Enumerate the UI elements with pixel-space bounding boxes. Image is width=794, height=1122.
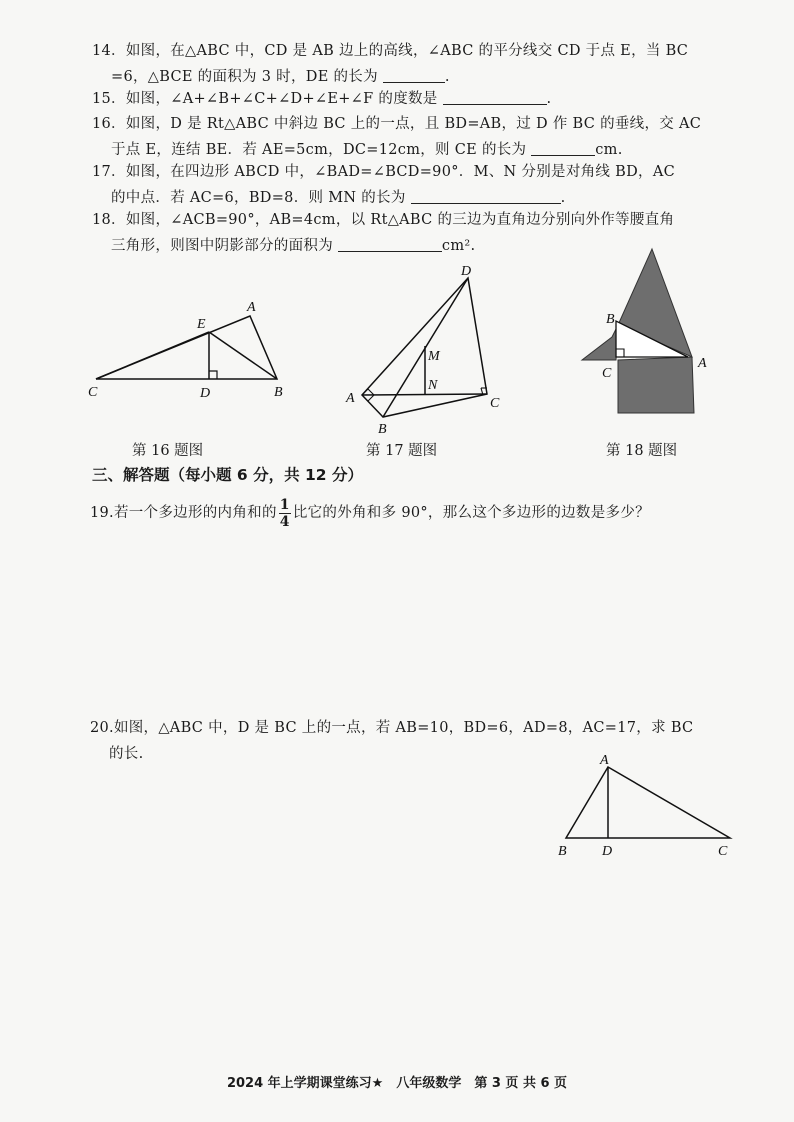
figure-18-caption: 第 18 题图 [606,443,678,459]
page-footer: 2024 年上学期课堂练习★ 八年级数学 第 3 页 共 6 页 [226,1076,568,1091]
answer-blank[interactable] [383,68,445,83]
label-N: N [428,378,438,393]
question-number: 17． [92,164,126,180]
question-text-line1: 如图，在四边形 ABCD 中，∠BAD=∠BCD=90°．M、N 分别是对角线 BD，AC [125,164,675,180]
label-C: C [88,385,98,400]
question-end: . [444,69,450,85]
fraction-numerator: 1 [279,496,290,513]
label-A: A [698,356,707,371]
question-end: cm. [595,142,623,158]
question-19-text-after: 比它的外角和多 90°，那么这个多边形的边数是多少？ [292,505,650,521]
question-17 [92,159,742,211]
question-number: 16． [92,116,126,132]
label-A: A [247,300,256,315]
question-text-line1: 如图，∠A+∠B+∠C+∠D+∠E+∠F 的度数是 [125,91,438,107]
question-text-line2: 的中点．若 AC=6，BD=8．则 MN 的长为 [111,190,406,206]
answer-blank[interactable] [411,189,561,204]
question-16 [92,111,742,163]
question-19 [90,496,750,530]
figure-20-lines [566,767,730,838]
question-20-line1: 20.如图，△ABC 中，D 是 BC 上的一点，若 AB=10，BD=6，AD=8，AC=17，求 BC [90,720,694,736]
question-text-line2: 于点 E，连结 BE．若 AE=5cm，DC=12cm，则 CE 的长为 [111,142,527,158]
question-text-line2: 三角形，则图中阴影部分的面积为 [111,238,333,254]
question-end: . [560,190,566,206]
label-C: C [602,366,612,381]
fraction-one-quarter [279,497,291,530]
answer-blank[interactable] [531,141,595,156]
label-D: D [461,264,472,279]
question-number: 14． [92,43,126,59]
answer-blank[interactable] [443,90,547,105]
label-B: B [558,844,567,859]
question-19-text-before: 19.若一个多边形的内角和的 [90,505,277,521]
figure-17 [342,258,512,442]
figure-20 [552,748,742,867]
figure-18-shaded-regions [582,249,694,413]
question-end: . [546,91,552,107]
label-B: B [274,385,283,400]
question-number: 18． [92,212,126,228]
question-end: cm². [441,238,476,254]
label-D: D [602,844,613,859]
figure-18 [578,245,718,429]
label-E: E [197,317,206,332]
question-text-line2: =6，△BCE 的面积为 3 时，DE 的长为 [111,69,378,85]
question-15 [92,86,742,112]
question-text-line1: 如图，D 是 Rt△ABC 中斜边 BC 上的一点，且 BD=AB，过 D 作 BC 的垂线，交 AC [125,116,702,132]
label-D: D [200,386,211,401]
question-14 [92,38,742,90]
label-A: A [346,391,355,406]
label-M: M [428,349,440,364]
question-text-line1: 如图，∠ACB=90°，AB=4cm，以 Rt△ABC 的三边为直角边分别向外作等腰直角 [125,212,675,228]
figure-16-caption: 第 16 题图 [132,443,204,459]
figure-17-lines [362,278,487,417]
question-text-line1: 如图，在△ABC 中，CD 是 AB 边上的高线，∠ABC 的平分线交 CD 于点 E，当 BC [125,43,689,59]
question-20-line2: 的长. [109,746,144,762]
fraction-denominator: 4 [279,513,290,530]
label-A: A [600,753,609,768]
section-3-heading: 三、解答题（每小题 6 分，共 12 分） [92,466,363,484]
answer-blank[interactable] [338,237,442,252]
figure-16-lines [96,316,277,379]
figure-17-caption: 第 17 题图 [366,443,438,459]
label-B: B [378,422,387,437]
label-B: B [606,312,615,327]
label-C: C [718,844,728,859]
question-number: 15． [92,91,126,107]
figure-16 [85,295,300,409]
label-C: C [490,396,500,411]
